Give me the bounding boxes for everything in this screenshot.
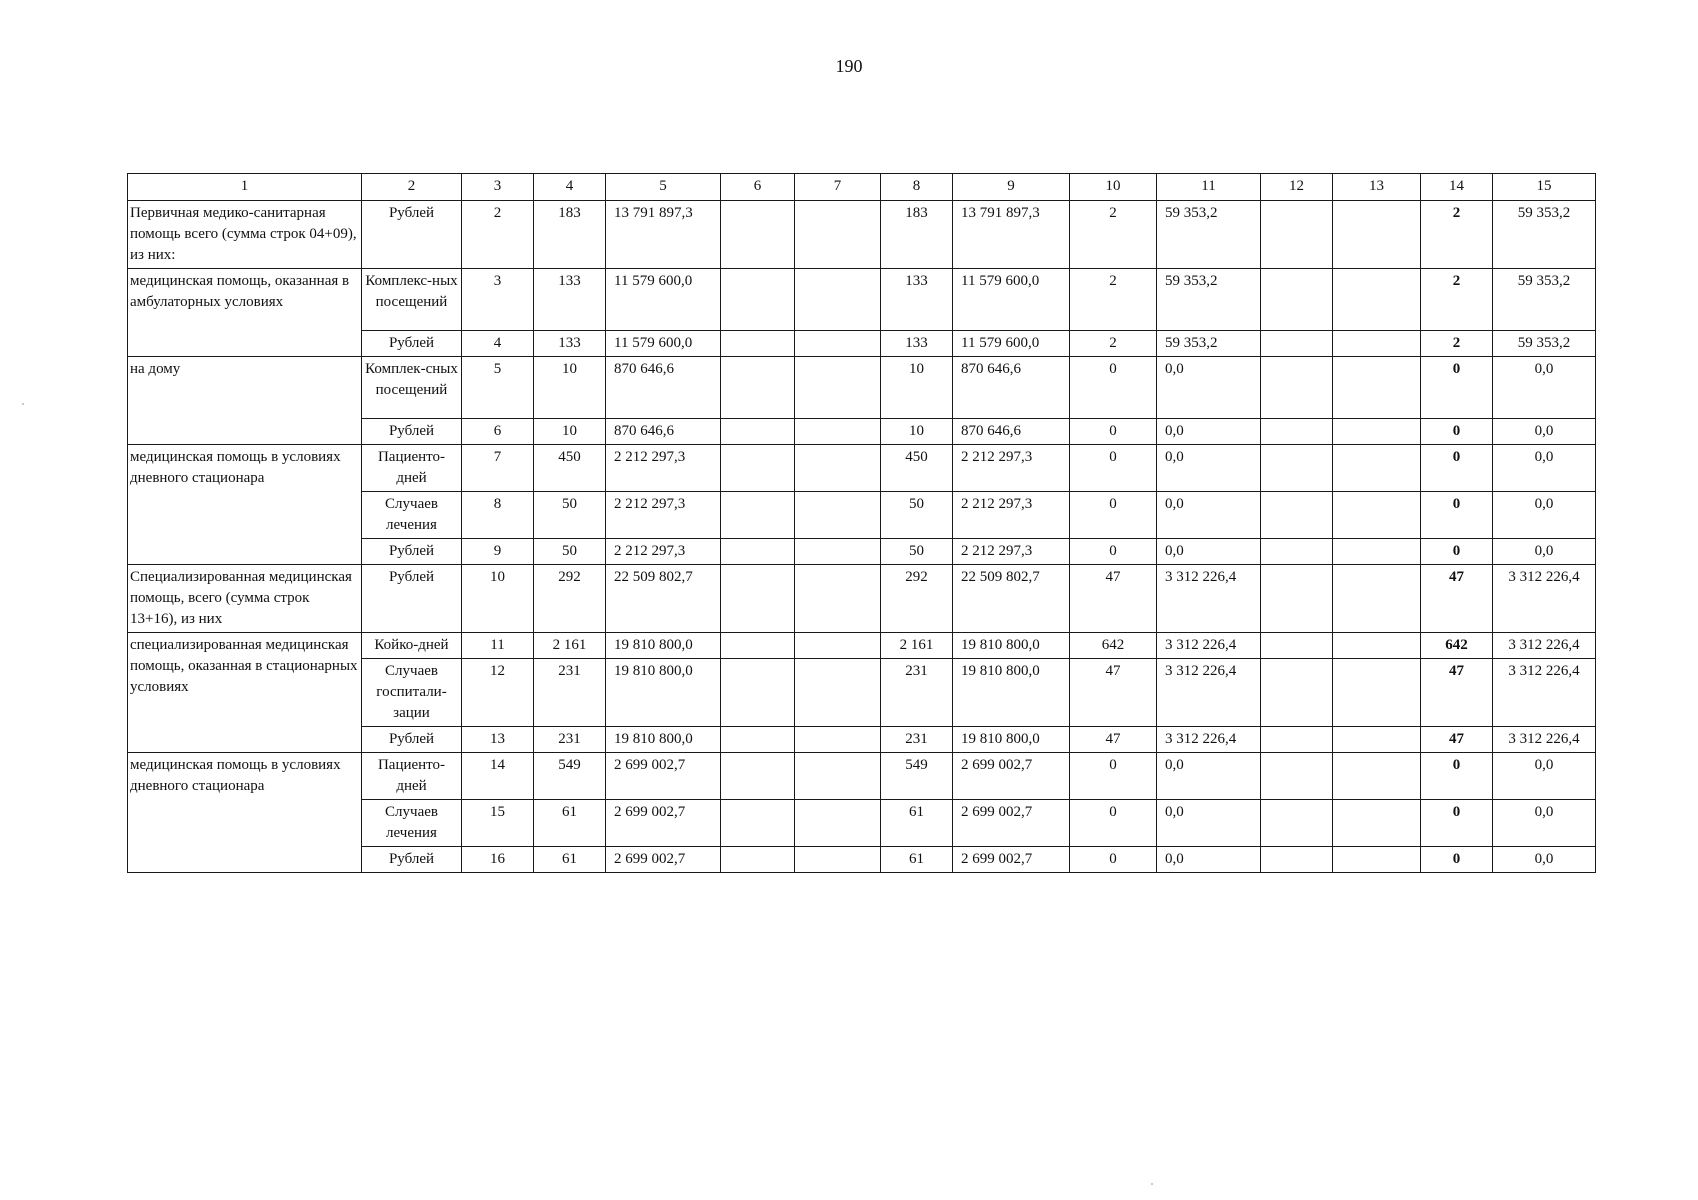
unit-cell: Рублей <box>362 539 462 565</box>
value-cell-c3: 3 <box>462 269 534 331</box>
table-row <box>128 357 1596 419</box>
column-number-header: 4 <box>534 174 606 201</box>
value-cell-c6 <box>721 331 795 357</box>
unit-cell: Пациенто-дней <box>362 445 462 492</box>
value-cell-c6 <box>721 445 795 492</box>
column-number-header: 11 <box>1157 174 1261 201</box>
value-cell-c7 <box>795 753 881 800</box>
scan-speck <box>22 403 24 405</box>
column-number-header: 15 <box>1493 174 1596 201</box>
value-cell-c5: 2 212 297,3 <box>606 539 721 565</box>
column-number-header: 6 <box>721 174 795 201</box>
value-cell-c9: 19 810 800,0 <box>953 633 1070 659</box>
value-cell-c6 <box>721 800 795 847</box>
unit-cell: Рублей <box>362 331 462 357</box>
value-cell-c10: 0 <box>1070 800 1157 847</box>
value-cell-c8: 231 <box>881 659 953 727</box>
value-cell-c4: 549 <box>534 753 606 800</box>
value-cell-c12 <box>1261 565 1333 633</box>
table-row <box>128 445 1596 492</box>
value-cell-c13 <box>1333 445 1421 492</box>
value-cell-c11: 0,0 <box>1157 800 1261 847</box>
section-name-cell: медицинская помощь в условиях дневного стационара <box>128 753 362 873</box>
value-cell-c4: 50 <box>534 539 606 565</box>
unit-cell: Случаев лечения <box>362 800 462 847</box>
value-cell-c7 <box>795 800 881 847</box>
column-number-header: 5 <box>606 174 721 201</box>
value-cell-c14: 2 <box>1421 331 1493 357</box>
value-cell-c12 <box>1261 633 1333 659</box>
value-cell-c5: 11 579 600,0 <box>606 269 721 331</box>
value-cell-c12 <box>1261 847 1333 873</box>
value-cell-c8: 61 <box>881 800 953 847</box>
value-cell-c5: 13 791 897,3 <box>606 201 721 269</box>
value-cell-c11: 0,0 <box>1157 753 1261 800</box>
value-cell-c10: 2 <box>1070 269 1157 331</box>
value-cell-c6 <box>721 727 795 753</box>
value-cell-c5: 19 810 800,0 <box>606 659 721 727</box>
value-cell-c15: 0,0 <box>1493 419 1596 445</box>
section-name-cell: специализированная медицинская помощь, оказанная в стационарных условиях <box>128 633 362 753</box>
value-cell-c5: 2 699 002,7 <box>606 847 721 873</box>
value-cell-c10: 47 <box>1070 727 1157 753</box>
value-cell-c4: 231 <box>534 727 606 753</box>
value-cell-c5: 2 699 002,7 <box>606 753 721 800</box>
value-cell-c14: 0 <box>1421 539 1493 565</box>
value-cell-c15: 0,0 <box>1493 539 1596 565</box>
value-cell-c10: 0 <box>1070 419 1157 445</box>
value-cell-c11: 0,0 <box>1157 539 1261 565</box>
unit-cell: Пациенто-дней <box>362 753 462 800</box>
value-cell-c3: 14 <box>462 753 534 800</box>
value-cell-c9: 11 579 600,0 <box>953 331 1070 357</box>
value-cell-c10: 2 <box>1070 201 1157 269</box>
scan-speck <box>1151 1183 1153 1185</box>
value-cell-c12 <box>1261 201 1333 269</box>
value-cell-c3: 7 <box>462 445 534 492</box>
value-cell-c7 <box>795 847 881 873</box>
value-cell-c12 <box>1261 269 1333 331</box>
value-cell-c13 <box>1333 753 1421 800</box>
value-cell-c3: 13 <box>462 727 534 753</box>
value-cell-c11: 0,0 <box>1157 847 1261 873</box>
unit-cell: Рублей <box>362 727 462 753</box>
value-cell-c10: 0 <box>1070 753 1157 800</box>
value-cell-c11: 59 353,2 <box>1157 331 1261 357</box>
value-cell-c6 <box>721 753 795 800</box>
value-cell-c13 <box>1333 201 1421 269</box>
value-cell-c4: 61 <box>534 800 606 847</box>
value-cell-c8: 50 <box>881 539 953 565</box>
value-cell-c8: 292 <box>881 565 953 633</box>
value-cell-c8: 450 <box>881 445 953 492</box>
value-cell-c15: 59 353,2 <box>1493 331 1596 357</box>
value-cell-c12 <box>1261 419 1333 445</box>
value-cell-c6 <box>721 357 795 419</box>
value-cell-c6 <box>721 565 795 633</box>
value-cell-c4: 183 <box>534 201 606 269</box>
value-cell-c15: 0,0 <box>1493 492 1596 539</box>
unit-cell: Рублей <box>362 847 462 873</box>
value-cell-c5: 11 579 600,0 <box>606 331 721 357</box>
value-cell-c9: 19 810 800,0 <box>953 659 1070 727</box>
statistics-table <box>127 173 1596 873</box>
value-cell-c15: 0,0 <box>1493 800 1596 847</box>
column-number-header: 12 <box>1261 174 1333 201</box>
value-cell-c11: 3 312 226,4 <box>1157 659 1261 727</box>
table-row <box>128 565 1596 633</box>
value-cell-c8: 133 <box>881 269 953 331</box>
value-cell-c14: 0 <box>1421 492 1493 539</box>
value-cell-c14: 0 <box>1421 419 1493 445</box>
value-cell-c14: 0 <box>1421 847 1493 873</box>
value-cell-c13 <box>1333 539 1421 565</box>
value-cell-c5: 2 212 297,3 <box>606 492 721 539</box>
value-cell-c10: 0 <box>1070 445 1157 492</box>
value-cell-c3: 4 <box>462 331 534 357</box>
value-cell-c12 <box>1261 445 1333 492</box>
value-cell-c3: 5 <box>462 357 534 419</box>
value-cell-c14: 0 <box>1421 753 1493 800</box>
section-name-cell: Специализированная медицинская помощь, всего (сумма строк 13+16), из них <box>128 565 362 633</box>
value-cell-c7 <box>795 565 881 633</box>
value-cell-c9: 2 699 002,7 <box>953 800 1070 847</box>
value-cell-c13 <box>1333 357 1421 419</box>
value-cell-c15: 0,0 <box>1493 847 1596 873</box>
column-number-header: 10 <box>1070 174 1157 201</box>
value-cell-c9: 870 646,6 <box>953 357 1070 419</box>
value-cell-c5: 19 810 800,0 <box>606 727 721 753</box>
value-cell-c7 <box>795 445 881 492</box>
value-cell-c15: 0,0 <box>1493 445 1596 492</box>
value-cell-c11: 3 312 226,4 <box>1157 633 1261 659</box>
value-cell-c12 <box>1261 357 1333 419</box>
value-cell-c8: 10 <box>881 419 953 445</box>
value-cell-c10: 0 <box>1070 539 1157 565</box>
value-cell-c9: 11 579 600,0 <box>953 269 1070 331</box>
value-cell-c9: 22 509 802,7 <box>953 565 1070 633</box>
value-cell-c4: 450 <box>534 445 606 492</box>
value-cell-c10: 0 <box>1070 357 1157 419</box>
value-cell-c15: 59 353,2 <box>1493 269 1596 331</box>
column-number-header: 14 <box>1421 174 1493 201</box>
value-cell-c10: 47 <box>1070 659 1157 727</box>
value-cell-c8: 133 <box>881 331 953 357</box>
value-cell-c7 <box>795 492 881 539</box>
value-cell-c8: 10 <box>881 357 953 419</box>
value-cell-c4: 133 <box>534 269 606 331</box>
value-cell-c9: 2 699 002,7 <box>953 753 1070 800</box>
value-cell-c7 <box>795 633 881 659</box>
value-cell-c5: 19 810 800,0 <box>606 633 721 659</box>
value-cell-c7 <box>795 419 881 445</box>
value-cell-c5: 870 646,6 <box>606 357 721 419</box>
value-cell-c9: 13 791 897,3 <box>953 201 1070 269</box>
value-cell-c14: 47 <box>1421 659 1493 727</box>
value-cell-c8: 231 <box>881 727 953 753</box>
value-cell-c10: 47 <box>1070 565 1157 633</box>
value-cell-c7 <box>795 201 881 269</box>
column-number-header: 9 <box>953 174 1070 201</box>
value-cell-c6 <box>721 659 795 727</box>
value-cell-c3: 8 <box>462 492 534 539</box>
value-cell-c8: 50 <box>881 492 953 539</box>
value-cell-c8: 183 <box>881 201 953 269</box>
value-cell-c3: 6 <box>462 419 534 445</box>
value-cell-c9: 2 212 297,3 <box>953 492 1070 539</box>
value-cell-c13 <box>1333 419 1421 445</box>
value-cell-c13 <box>1333 800 1421 847</box>
value-cell-c14: 0 <box>1421 800 1493 847</box>
value-cell-c13 <box>1333 492 1421 539</box>
value-cell-c5: 2 212 297,3 <box>606 445 721 492</box>
unit-cell: Рублей <box>362 201 462 269</box>
value-cell-c9: 2 212 297,3 <box>953 539 1070 565</box>
value-cell-c7 <box>795 357 881 419</box>
value-cell-c6 <box>721 419 795 445</box>
column-number-header: 13 <box>1333 174 1421 201</box>
value-cell-c12 <box>1261 331 1333 357</box>
value-cell-c13 <box>1333 847 1421 873</box>
unit-cell: Случаев лечения <box>362 492 462 539</box>
value-cell-c4: 50 <box>534 492 606 539</box>
value-cell-c9: 2 699 002,7 <box>953 847 1070 873</box>
value-cell-c6 <box>721 847 795 873</box>
value-cell-c4: 133 <box>534 331 606 357</box>
table-row <box>128 201 1596 269</box>
value-cell-c3: 10 <box>462 565 534 633</box>
value-cell-c11: 0,0 <box>1157 357 1261 419</box>
value-cell-c4: 10 <box>534 419 606 445</box>
section-name-cell: медицинская помощь в условиях дневного стационара <box>128 445 362 565</box>
column-number-header: 7 <box>795 174 881 201</box>
value-cell-c15: 59 353,2 <box>1493 201 1596 269</box>
value-cell-c11: 3 312 226,4 <box>1157 565 1261 633</box>
value-cell-c11: 0,0 <box>1157 445 1261 492</box>
value-cell-c13 <box>1333 659 1421 727</box>
table-row <box>128 753 1596 800</box>
value-cell-c3: 2 <box>462 201 534 269</box>
value-cell-c8: 2 161 <box>881 633 953 659</box>
column-number-header: 1 <box>128 174 362 201</box>
value-cell-c14: 0 <box>1421 357 1493 419</box>
value-cell-c12 <box>1261 492 1333 539</box>
value-cell-c5: 2 699 002,7 <box>606 800 721 847</box>
value-cell-c13 <box>1333 633 1421 659</box>
value-cell-c10: 2 <box>1070 331 1157 357</box>
value-cell-c13 <box>1333 331 1421 357</box>
value-cell-c3: 9 <box>462 539 534 565</box>
section-name-cell: медицинская помощь, оказанная в амбулаторных условиях <box>128 269 362 357</box>
value-cell-c7 <box>795 331 881 357</box>
section-name-cell: Первичная медико-санитарная помощь всего (сумма строк 04+09), из них: <box>128 201 362 269</box>
value-cell-c11: 59 353,2 <box>1157 201 1261 269</box>
value-cell-c10: 0 <box>1070 492 1157 539</box>
value-cell-c8: 549 <box>881 753 953 800</box>
value-cell-c11: 0,0 <box>1157 419 1261 445</box>
value-cell-c12 <box>1261 800 1333 847</box>
unit-cell: Койко-дней <box>362 633 462 659</box>
table-row <box>128 633 1596 659</box>
value-cell-c13 <box>1333 269 1421 331</box>
unit-cell: Рублей <box>362 565 462 633</box>
unit-cell: Случаев госпитали-зации <box>362 659 462 727</box>
value-cell-c5: 870 646,6 <box>606 419 721 445</box>
value-cell-c12 <box>1261 753 1333 800</box>
value-cell-c4: 292 <box>534 565 606 633</box>
value-cell-c3: 15 <box>462 800 534 847</box>
value-cell-c6 <box>721 201 795 269</box>
value-cell-c15: 3 312 226,4 <box>1493 727 1596 753</box>
value-cell-c4: 2 161 <box>534 633 606 659</box>
value-cell-c11: 3 312 226,4 <box>1157 727 1261 753</box>
unit-cell: Рублей <box>362 419 462 445</box>
value-cell-c11: 0,0 <box>1157 492 1261 539</box>
value-cell-c3: 16 <box>462 847 534 873</box>
value-cell-c11: 59 353,2 <box>1157 269 1261 331</box>
value-cell-c9: 870 646,6 <box>953 419 1070 445</box>
section-name-cell: на дому <box>128 357 362 445</box>
value-cell-c14: 47 <box>1421 565 1493 633</box>
unit-cell: Комплек-сных посещений <box>362 357 462 419</box>
value-cell-c9: 19 810 800,0 <box>953 727 1070 753</box>
value-cell-c13 <box>1333 565 1421 633</box>
column-number-row <box>128 174 1596 201</box>
value-cell-c12 <box>1261 659 1333 727</box>
value-cell-c3: 11 <box>462 633 534 659</box>
table-row <box>128 269 1596 331</box>
value-cell-c14: 0 <box>1421 445 1493 492</box>
value-cell-c14: 2 <box>1421 201 1493 269</box>
value-cell-c10: 642 <box>1070 633 1157 659</box>
value-cell-c4: 231 <box>534 659 606 727</box>
value-cell-c12 <box>1261 727 1333 753</box>
value-cell-c9: 2 212 297,3 <box>953 445 1070 492</box>
value-cell-c7 <box>795 727 881 753</box>
column-number-header: 3 <box>462 174 534 201</box>
value-cell-c4: 61 <box>534 847 606 873</box>
value-cell-c13 <box>1333 727 1421 753</box>
value-cell-c7 <box>795 269 881 331</box>
value-cell-c15: 3 312 226,4 <box>1493 659 1596 727</box>
value-cell-c14: 642 <box>1421 633 1493 659</box>
column-number-header: 8 <box>881 174 953 201</box>
value-cell-c6 <box>721 633 795 659</box>
value-cell-c3: 12 <box>462 659 534 727</box>
value-cell-c14: 47 <box>1421 727 1493 753</box>
value-cell-c7 <box>795 659 881 727</box>
value-cell-c15: 0,0 <box>1493 357 1596 419</box>
value-cell-c12 <box>1261 539 1333 565</box>
value-cell-c4: 10 <box>534 357 606 419</box>
value-cell-c6 <box>721 539 795 565</box>
value-cell-c14: 2 <box>1421 269 1493 331</box>
value-cell-c8: 61 <box>881 847 953 873</box>
unit-cell: Комплекс-ных посещений <box>362 269 462 331</box>
page-number: 190 <box>835 56 863 76</box>
value-cell-c15: 3 312 226,4 <box>1493 633 1596 659</box>
value-cell-c10: 0 <box>1070 847 1157 873</box>
value-cell-c15: 3 312 226,4 <box>1493 565 1596 633</box>
value-cell-c6 <box>721 492 795 539</box>
value-cell-c7 <box>795 539 881 565</box>
value-cell-c6 <box>721 269 795 331</box>
value-cell-c15: 0,0 <box>1493 753 1596 800</box>
column-number-header: 2 <box>362 174 462 201</box>
value-cell-c5: 22 509 802,7 <box>606 565 721 633</box>
